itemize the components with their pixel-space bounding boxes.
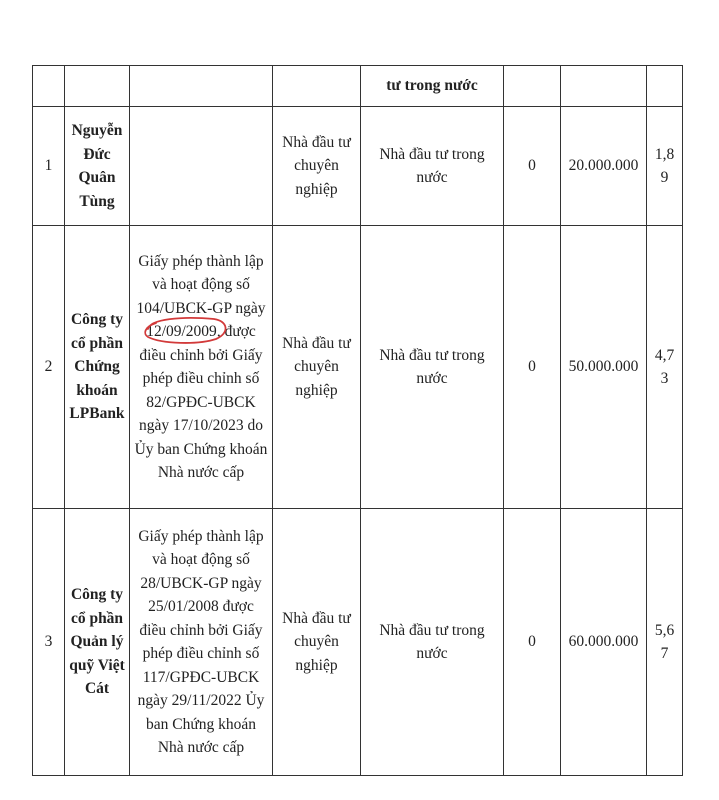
investor-table xyxy=(32,65,683,776)
circled-date-annotation xyxy=(146,320,217,344)
cell-stt: 1 xyxy=(33,107,65,226)
cell-name: Công ty cổ phần Chứng khoán LPBank xyxy=(65,226,130,509)
cell-zero: 0 xyxy=(504,107,561,226)
cell-zero xyxy=(504,66,561,107)
cell-quantity: 50.000.000 xyxy=(561,226,647,509)
cell-quantity xyxy=(561,66,647,107)
table-row xyxy=(33,226,683,509)
cell-zero: 0 xyxy=(504,509,561,776)
cell-investor-type: Nhà đầu tư chuyên nghiệp xyxy=(273,107,361,226)
cell-license xyxy=(130,107,273,226)
cell-name: Công ty cổ phần Quản lý quỹ Việt Cát xyxy=(65,509,130,776)
license-text-post: , được điều chỉnh bởi Giấy phép điều chỉnh số 82/GPĐC-UBCK ngày 17/10/2023 do Ủy ban Chứng khoán Nhà nước cấp xyxy=(134,323,268,481)
cell-name: Nguyễn Đức Quân Tùng xyxy=(65,107,130,226)
cell-license: Giấy phép thành lập và hoạt động số 28/UBCK-GP ngày 25/01/2008 được điều chỉnh bởi Giấy phép điều chỉnh số 117/GPĐC-UBCK ngày 29/11/2022 Ủy ban Chứng khoán Nhà nước cấp xyxy=(130,509,273,776)
cell-percent: 1,89 xyxy=(647,107,683,226)
cell-quantity: 60.000.000 xyxy=(561,509,647,776)
cell-investor-type: Nhà đầu tư chuyên nghiệp xyxy=(273,226,361,509)
table-row xyxy=(33,107,683,226)
cell-license xyxy=(130,226,273,509)
cell-percent: 5,67 xyxy=(647,509,683,776)
cell-stt xyxy=(33,66,65,107)
cell-stt: 2 xyxy=(33,226,65,509)
license-text-pre: Giấy phép thành lập và hoạt động số 104/UBCK-GP ngày xyxy=(136,252,266,317)
cell-investor-class: Nhà đầu tư trong nước xyxy=(361,226,504,509)
cell-investor-class: Nhà đầu tư trong nước xyxy=(361,107,504,226)
cell-stt: 3 xyxy=(33,509,65,776)
cell-name xyxy=(65,66,130,107)
cell-percent xyxy=(647,66,683,107)
cell-percent: 4,73 xyxy=(647,226,683,509)
cell-investor-class: Nhà đầu tư trong nước xyxy=(361,509,504,776)
table-row-continued xyxy=(33,66,683,107)
license-date: 12/09/2009 xyxy=(146,323,217,340)
cell-zero: 0 xyxy=(504,226,561,509)
cell-quantity: 20.000.000 xyxy=(561,107,647,226)
cell-investor-type xyxy=(273,66,361,107)
table-row xyxy=(33,509,683,776)
red-circle-mark-icon xyxy=(142,315,230,345)
cell-investor-type: Nhà đầu tư chuyên nghiệp xyxy=(273,509,361,776)
cell-license xyxy=(130,66,273,107)
cell-investor-class: tư trong nước xyxy=(361,66,504,107)
